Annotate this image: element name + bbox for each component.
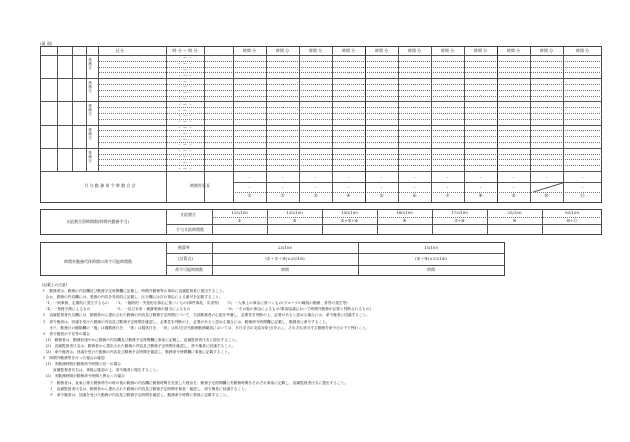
total-circle-number: ⑤ bbox=[379, 193, 384, 199]
hours-cell: ・ bbox=[580, 116, 585, 122]
grid-vline bbox=[98, 46, 99, 171]
total-circle-number: ⑧ bbox=[478, 193, 483, 199]
hours-cell: ・ bbox=[544, 105, 549, 111]
notes-heading: (記載上の注意) bbox=[42, 283, 68, 287]
hours-cell: ・ bbox=[247, 151, 252, 157]
total-cell: ・ bbox=[313, 175, 318, 180]
hours-cell: ・ bbox=[379, 70, 384, 75]
hours-cell: ・ bbox=[280, 105, 285, 111]
hours-cell: ・ bbox=[247, 82, 252, 88]
total-cell: ・ bbox=[478, 185, 483, 190]
hours-cell: ・ bbox=[445, 128, 450, 134]
day-type-label: 業務日 bbox=[88, 150, 93, 163]
period-header-cell: 時間 分 bbox=[374, 48, 389, 53]
period-header-cell: 時間 分 bbox=[275, 48, 290, 53]
period-header-cell: 時間 分 bbox=[506, 48, 521, 53]
grid-vline bbox=[166, 242, 167, 276]
hours-cell: ・ bbox=[511, 162, 516, 168]
hours-cell: ・ bbox=[511, 93, 516, 99]
payment-rate-label: 支給割合 bbox=[180, 212, 196, 217]
hours-cell: ・ bbox=[379, 139, 384, 145]
hours-cell: ・ bbox=[580, 139, 585, 145]
hours-cell: ・ bbox=[379, 59, 384, 64]
block-divider bbox=[40, 125, 602, 126]
hours-a: 時間 bbox=[281, 267, 289, 272]
time-range-input: ・ ～ ・ bbox=[177, 130, 193, 136]
hours-cell: ・ bbox=[313, 59, 318, 64]
grid-vline bbox=[57, 46, 58, 171]
hours-cell: ・ bbox=[346, 70, 351, 75]
payment-rate-formula: ⑦+⑧ bbox=[454, 217, 465, 223]
total-cell: ・ bbox=[280, 175, 285, 180]
hours-cell: ・ bbox=[280, 82, 285, 88]
period-header-cell: 時間 分 bbox=[539, 48, 554, 53]
period-column-line bbox=[431, 46, 432, 203]
calc-b: (②＋⑨)×15/100 bbox=[415, 256, 447, 261]
period-column-line bbox=[563, 46, 564, 203]
period-column-line bbox=[497, 46, 498, 203]
hours-cell: ・ bbox=[313, 93, 318, 99]
note-line: なお、勤務の内容欄には、業務の内容を具体的に記載し、区分欄には次の事由による番号を記載すること。 bbox=[42, 295, 223, 300]
page-header-label: (裏 面) bbox=[40, 41, 53, 46]
day-type-label: 業務日 bbox=[88, 58, 93, 70]
period-column-line bbox=[365, 46, 366, 203]
allowance-hours-label: 手当支給時間数 bbox=[176, 227, 204, 232]
period-header-cell: 時間 分 bbox=[575, 48, 590, 53]
hours-cell: ・ bbox=[580, 59, 585, 64]
hours-cell: ・ bbox=[313, 151, 318, 157]
time-range-input: ・ ～ ・ bbox=[177, 95, 193, 101]
hours-cell: ・ bbox=[478, 82, 483, 88]
day-type-label: 業務日 bbox=[88, 104, 93, 117]
hours-cell: ・ bbox=[580, 162, 585, 168]
hours-cell: ・ bbox=[247, 93, 252, 99]
hours-cell: ・ bbox=[280, 151, 285, 157]
conversion-rate-label: 換算率 bbox=[178, 245, 190, 250]
hours-cell: ・ bbox=[478, 128, 483, 134]
grid-vline bbox=[212, 242, 213, 276]
hours-cell: ・ bbox=[544, 128, 549, 134]
time-range-input: ・ ～ ・ bbox=[177, 84, 193, 90]
hours-cell: ・ bbox=[412, 151, 417, 157]
total-circle-number: ⑥ bbox=[412, 193, 417, 199]
hours-cell: ・ bbox=[580, 93, 585, 99]
block-divider bbox=[40, 148, 602, 149]
payment-rate-formula: ③ bbox=[292, 217, 297, 223]
hours-cell: ・ bbox=[511, 82, 516, 88]
hours-cell: ・ bbox=[580, 105, 585, 111]
table3-row-line bbox=[166, 265, 505, 266]
block-divider bbox=[40, 78, 602, 79]
note-line: 「1」一般事務、定期的に発生するもの 「2」一臨時的・突発的な事由に基づくもの(事件事故、災害等) 「3」一人事上の事由に基づくもの(グループの職員の勤務、背景の発生等) bbox=[42, 301, 348, 306]
hours-cell: ・ bbox=[313, 128, 318, 134]
time-range-input: ・ ～ ・ bbox=[177, 153, 193, 159]
hours-cell: ・ bbox=[511, 139, 516, 145]
hours-cell: ・ bbox=[313, 116, 318, 122]
calc-formula-label: (計算式) bbox=[178, 256, 194, 261]
footer-sub-line bbox=[233, 192, 602, 193]
hours-cell: ・ bbox=[478, 162, 483, 168]
period-column-line bbox=[464, 46, 465, 203]
period-column-line bbox=[332, 46, 333, 203]
hours-cell: ・ bbox=[445, 105, 450, 111]
hours-cell: ・ bbox=[313, 70, 318, 75]
time-range-input: ・ ～ ・ bbox=[177, 159, 193, 165]
total-circle-number: ⑨ bbox=[511, 193, 516, 199]
hours-cell: ・ bbox=[580, 128, 585, 134]
hours-cell: ・ bbox=[346, 116, 351, 122]
kubun-header: 区分 bbox=[116, 48, 124, 53]
time-range-header: 時 分 ～ 時 分 bbox=[172, 48, 198, 53]
total-circle-number: ③ bbox=[313, 193, 318, 199]
hours-cell: ・ bbox=[412, 93, 417, 99]
hours-cell: ・ bbox=[412, 82, 417, 88]
payment-rate-value: 135/100 bbox=[286, 210, 303, 215]
hours-cell: ・ bbox=[544, 70, 549, 75]
hours-cell: ・ bbox=[379, 128, 384, 134]
payment-rate-formula: ⑩+⑪ bbox=[566, 217, 578, 223]
payment-ratio-label: 支給割合別時間数(時間外勤務手当) bbox=[66, 219, 130, 224]
hours-cell: ・ bbox=[313, 82, 318, 88]
hours-cell: ・ bbox=[580, 70, 585, 75]
hours-cell: ・ bbox=[511, 128, 516, 134]
note-line: ウ 命令権者は、回議を受けた勤務の内容及び勤務予定時間を確認し、勤務命令時間に事後に記載すること。 bbox=[42, 392, 231, 397]
time-range-input: ・ ～ ・ bbox=[177, 136, 193, 142]
period-column-line bbox=[530, 46, 531, 203]
payment-rate-value: 125/100 bbox=[231, 210, 248, 215]
hours-cell: ・ bbox=[346, 162, 351, 168]
period-header-cell: 時間 分 bbox=[242, 48, 257, 53]
hours-cell: ・ bbox=[478, 93, 483, 99]
footer-sublabel: 時間外延長 bbox=[190, 183, 210, 188]
hours-cell: ・ bbox=[280, 139, 285, 145]
note-line: イ 直属監督者氏名は、勤務者から提出された勤務の内容及び勤務予定時間を検査・確認し、命令権者に回議すること。 bbox=[42, 386, 249, 391]
hours-cell: ・ bbox=[313, 105, 318, 111]
hours-cell: ・ bbox=[379, 105, 384, 111]
hours-cell: ・ bbox=[544, 82, 549, 88]
hours-b: 時間 bbox=[427, 267, 435, 272]
hours-cell: ・ bbox=[379, 116, 384, 122]
total-cell: ・ bbox=[247, 175, 252, 180]
period-header-cell: 時間 分 bbox=[407, 48, 422, 53]
hours-cell: ・ bbox=[580, 82, 585, 88]
hours-cell: ・ bbox=[346, 151, 351, 157]
total-cell: ・ bbox=[544, 175, 549, 180]
hours-cell: ・ bbox=[478, 116, 483, 122]
note-line: ア 勤務者は、直東に係る勤務命令の時の後の勤務の内容欄に勤務時間を変更した理由を、勤務予定時間欄に実勤務時間をそれぞれ事前に記載し、直属監督者氏名に提出すること。 bbox=[42, 380, 349, 385]
time-range-input: ・ ～ ・ bbox=[177, 113, 193, 119]
hours-cell: ・ bbox=[313, 139, 318, 145]
period-column-line bbox=[299, 46, 300, 203]
hours-cell: ・ bbox=[511, 105, 516, 111]
hours-cell: ・ bbox=[511, 59, 516, 64]
note-line: 「4」一業務予測によるもの 「5」一及び本来・補講業務の割当によるもの 「6」一その他の事由によるもの(事前協議において時間外勤務が必要と判断されるもの) bbox=[42, 307, 371, 312]
time-range-input: ・ ～ ・ bbox=[177, 72, 193, 78]
hours-cell: ・ bbox=[511, 151, 516, 157]
hours-cell: ・ bbox=[544, 162, 549, 168]
note-line: (1) 実勤務時間が勤務命令時間と同一の場合 bbox=[42, 362, 121, 367]
payment-rate-value: 175/100 bbox=[451, 210, 468, 215]
time-range-input: ・ ～ ・ bbox=[177, 101, 193, 107]
hours-cell: ・ bbox=[445, 139, 450, 145]
hours-cell: ・ bbox=[280, 116, 285, 122]
period-header-cell: 時間 分 bbox=[341, 48, 356, 53]
hours-cell: ・ bbox=[478, 70, 483, 75]
note-line: １ 勤務者は、勤務の内容欄及び勤務予定時間欄に記載し、時間外勤務等の事前に直属監督者に提出すること。 bbox=[42, 289, 227, 294]
grid-vline bbox=[166, 46, 167, 203]
note-line: (3) 命令権者は、回議を受けた勤務の内容及び勤務予定時間を確認し、勤務命令時間欄に事後に記載すること。 bbox=[42, 350, 232, 355]
hours-cell: ・ bbox=[247, 116, 252, 122]
hours-cell: ・ bbox=[412, 162, 417, 168]
payment-rate-value: 150/100 bbox=[341, 210, 358, 215]
total-circle-number: ⑦ bbox=[445, 193, 450, 199]
total-cell: ・ bbox=[580, 185, 585, 190]
footer-label: 月 分 勤 務 命 令 時 数 合 計 bbox=[84, 183, 136, 188]
grid-vline bbox=[86, 46, 87, 171]
time-range-input: ・ ～ ・ bbox=[177, 61, 193, 67]
payment-rate-value: 25/100 bbox=[507, 210, 522, 215]
note-line: また、勤務日の種類欄の「週」は週勤務日を、「休」は週休日を、「祝」は休日(完代勤務勤務職員においては、平日手当の支給対象日)を示し、それぞれ該当する勤務を命令日の下で囲むこと。 bbox=[42, 325, 370, 330]
note-line: ２ 直属監督者氏名欄には、勤務者から提出された勤務の内容及び勤務予定時間について、当該勤務者の心配を考慮し、必要性を判断の上、必要があると認める場合には、命令権者に回議すること。 bbox=[42, 313, 371, 318]
total-cell: ・ bbox=[544, 185, 549, 190]
hours-cell: ・ bbox=[478, 151, 483, 157]
total-circle-number: ④ bbox=[346, 193, 351, 199]
hours-cell: ・ bbox=[412, 105, 417, 111]
day-type-label: 業務日 bbox=[88, 81, 93, 93]
hours-cell: ・ bbox=[346, 59, 351, 64]
hours-cell: ・ bbox=[478, 105, 483, 111]
period-header-cell: 時間 分 bbox=[473, 48, 488, 53]
time-range-input: ・ ～ ・ bbox=[177, 148, 193, 154]
header-divider bbox=[40, 55, 602, 56]
block-divider bbox=[40, 171, 602, 172]
total-circle-number: ② bbox=[280, 193, 285, 199]
total-cell: ・ bbox=[580, 175, 585, 180]
total-cell: ・ bbox=[412, 185, 417, 190]
total-cell: ・ bbox=[511, 185, 516, 190]
hours-cell: ・ bbox=[511, 70, 516, 75]
hours-cell: ・ bbox=[445, 70, 450, 75]
hours-cell: ・ bbox=[247, 128, 252, 134]
orderable-hours-label: 命令可能時間数 bbox=[175, 267, 203, 272]
total-cell: ・ bbox=[346, 175, 351, 180]
rate-row-divider bbox=[166, 224, 602, 225]
note-line: ５ 時間外勤務等を行った場合の確認 bbox=[42, 356, 105, 361]
note-line: (2) 実勤務時間が勤務命令時間と異なった場合 bbox=[42, 374, 125, 379]
payment-rate-value: 160/100 bbox=[396, 210, 413, 215]
note-line: (2) 直属監督者氏名は、勤務者から提出された勤務の内容及び勤務予定時間を確認し、命令権者に回議すること。 bbox=[42, 343, 236, 348]
total-cell: ・ bbox=[313, 185, 318, 190]
hours-cell: ・ bbox=[379, 82, 384, 88]
total-circle-number: ① bbox=[247, 193, 252, 199]
total-cell: ・ bbox=[511, 175, 516, 180]
total-circle-number: ⑪ bbox=[580, 193, 585, 199]
hours-cell: ・ bbox=[511, 116, 516, 122]
hours-cell: ・ bbox=[412, 116, 417, 122]
hours-cell: ・ bbox=[313, 162, 318, 168]
time-range-input: ・ ～ ・ bbox=[177, 119, 193, 125]
period-header-cell: 時間 分 bbox=[308, 48, 323, 53]
grid-vline bbox=[72, 46, 73, 171]
time-range-input: ・ ～ ・ bbox=[177, 55, 193, 61]
payment-rate-formula: ②+⑤+⑥ bbox=[340, 217, 359, 223]
time-range-input: ・ ～ ・ bbox=[177, 90, 193, 96]
total-cell: ・ bbox=[478, 175, 483, 180]
hours-cell: ・ bbox=[412, 128, 417, 134]
time-range-input: ・ ～ ・ bbox=[177, 165, 193, 171]
note-line: (1) 勤務者は、勤務前速やかに勤務の内容欄及び勤務予定時間欄に事前に記載し、直属監督者氏名に提出すること。 bbox=[42, 337, 239, 342]
hours-cell: ・ bbox=[346, 82, 351, 88]
payment-rate-formula: ⑩ bbox=[512, 217, 517, 223]
time-range-input: ・ ～ ・ bbox=[177, 66, 193, 72]
hours-cell: ・ bbox=[280, 162, 285, 168]
hours-cell: ・ bbox=[580, 151, 585, 157]
period-header-cell: 時間 分 bbox=[440, 48, 455, 53]
hours-cell: ・ bbox=[280, 70, 285, 75]
total-cell: ・ bbox=[379, 175, 384, 180]
hours-cell: ・ bbox=[412, 70, 417, 75]
hours-cell: ・ bbox=[346, 93, 351, 99]
payment-rate-value: 50/100 bbox=[564, 210, 580, 215]
period-column-line bbox=[266, 46, 267, 203]
grid-vline bbox=[166, 209, 167, 235]
hours-cell: ・ bbox=[478, 59, 483, 64]
payment-rate-formula: ④ bbox=[402, 217, 407, 223]
hours-cell: ・ bbox=[247, 70, 252, 75]
grid-vline bbox=[204, 46, 205, 203]
total-cell: ・ bbox=[445, 175, 450, 180]
calc-a: (①＋⑦＋⑩)×25/100 bbox=[265, 256, 305, 261]
hours-cell: ・ bbox=[346, 105, 351, 111]
note-line: ４ 命令権者が不在等の場合 bbox=[42, 331, 90, 336]
period-column-line bbox=[233, 46, 234, 203]
notes-section bbox=[42, 282, 602, 398]
hours-cell: ・ bbox=[412, 139, 417, 145]
total-cell: ・ bbox=[412, 175, 417, 180]
hours-cell: ・ bbox=[445, 93, 450, 99]
note-line: ３ 命令権者は、回議を受けた勤務の内容及び勤務予定時間を確認し、必要性を判断の上、必要があると認める場合には、勤務命令時間欄に記載し、勤務者に命令すること。 bbox=[42, 319, 330, 324]
hours-cell: ・ bbox=[544, 59, 549, 64]
hours-cell: ・ bbox=[445, 82, 450, 88]
note-line: 直属監督者氏名は、事後に確認の上、命令権者に報告すること。 bbox=[42, 368, 160, 373]
hours-cell: ・ bbox=[280, 93, 285, 99]
hours-cell: ・ bbox=[379, 151, 384, 157]
hours-cell: ・ bbox=[445, 59, 450, 64]
total-cell: ・ bbox=[280, 185, 285, 190]
hours-cell: ・ bbox=[247, 59, 252, 64]
hours-cell: ・ bbox=[544, 116, 549, 122]
hours-cell: ・ bbox=[379, 162, 384, 168]
rate-b: 15/100 bbox=[423, 245, 439, 250]
total-circle-number: ⑩ bbox=[544, 193, 549, 199]
hours-cell: ・ bbox=[544, 93, 549, 99]
hours-cell: ・ bbox=[346, 139, 351, 145]
rate-a: 25/100 bbox=[277, 245, 293, 250]
block-divider bbox=[40, 101, 602, 102]
payment-rate-formula: ① bbox=[237, 217, 242, 223]
time-range-input: ・ ～ ・ bbox=[177, 78, 193, 84]
table3-row-line bbox=[166, 253, 505, 254]
hours-cell: ・ bbox=[544, 139, 549, 145]
hours-cell: ・ bbox=[346, 128, 351, 134]
hours-cell: ・ bbox=[280, 59, 285, 64]
time-range-input: ・ ～ ・ bbox=[177, 124, 193, 130]
footer-sub-line bbox=[233, 182, 602, 183]
total-cell: ・ bbox=[247, 185, 252, 190]
hours-cell: ・ bbox=[445, 151, 450, 157]
rate-sub-line bbox=[212, 217, 602, 218]
substitute-leave-label: 時間外勤務代休時間の命令可能時間数 bbox=[64, 259, 132, 264]
hours-cell: ・ bbox=[379, 93, 384, 99]
hours-cell: ・ bbox=[247, 105, 252, 111]
hours-cell: ・ bbox=[247, 139, 252, 145]
time-range-input: ・ ～ ・ bbox=[177, 107, 193, 113]
table3-border bbox=[40, 242, 505, 276]
total-cell: ・ bbox=[445, 185, 450, 190]
hours-cell: ・ bbox=[247, 162, 252, 168]
total-cell: ・ bbox=[346, 185, 351, 190]
hours-cell: ・ bbox=[445, 116, 450, 122]
total-cell: ・ bbox=[379, 185, 384, 190]
hours-cell: ・ bbox=[544, 151, 549, 157]
hours-cell: ・ bbox=[412, 59, 417, 64]
hours-cell: ・ bbox=[445, 162, 450, 168]
time-range-input: ・ ～ ・ bbox=[177, 142, 193, 148]
period-column-line bbox=[398, 46, 399, 203]
day-type-label: 業務日 bbox=[88, 127, 93, 140]
hours-cell: ・ bbox=[478, 139, 483, 145]
grid-vline bbox=[358, 242, 359, 276]
hours-cell: ・ bbox=[280, 128, 285, 134]
